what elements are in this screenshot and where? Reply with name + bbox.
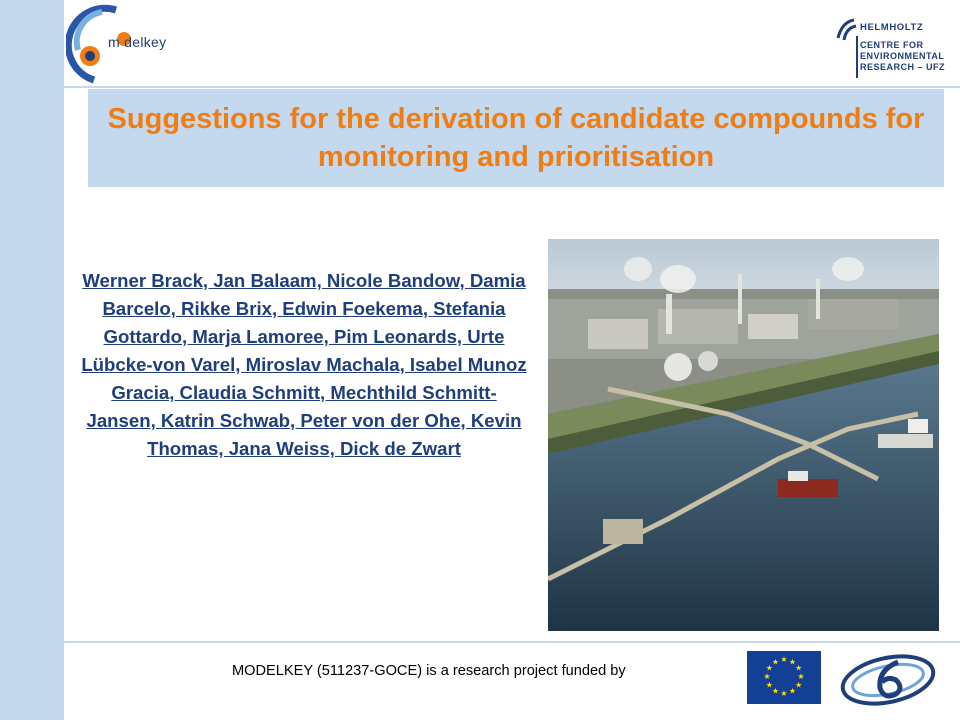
author-list-link[interactable]: Werner Brack, Jan Balaam, Nicole Bandow, Damia Barcelo, Rikke Brix, Edwin Foekema, Stefania Gottardo, Marja Lamoree, Pim Leonards, Urte Lübcke-von Varel, Miroslav Machala, Isabel Munoz Gracia, Claudia Schmitt, Mechthild Schmitt-Jansen, Katrin Schwab, Peter von der Ohe, Kevin Thomas, Jana Weiss, Dick de Zwart — [81, 270, 527, 459]
helmholtz-divider — [856, 36, 858, 78]
svg-text:★: ★ — [780, 689, 788, 698]
svg-text:★: ★ — [780, 655, 788, 664]
slide-title: Suggestions for the derivation of candidate compounds for monitoring and prioritisation — [107, 103, 925, 173]
helmholtz-line-1: CENTRE FOR — [860, 40, 924, 50]
modelkey-logo-text: m delkey — [108, 34, 167, 50]
svg-text:★: ★ — [771, 686, 780, 696]
refinery-photo-illustration — [548, 239, 939, 631]
left-decorative-band — [0, 0, 64, 720]
refinery-aerial-photo — [548, 239, 939, 631]
funding-statement: MODELKEY (511237-GOCE) is a research project funded by — [232, 663, 626, 679]
fp6-logo — [838, 650, 938, 708]
helmholtz-line-3: RESEARCH – UFZ — [860, 62, 946, 72]
modelkey-logo — [66, 4, 206, 86]
fp6-logo-icon — [838, 650, 938, 708]
eu-flag-icon — [747, 651, 821, 704]
svg-text:★: ★ — [795, 663, 803, 673]
svg-text:★: ★ — [771, 657, 780, 667]
svg-text:★: ★ — [765, 663, 773, 673]
svg-text:★: ★ — [797, 672, 805, 681]
svg-text:★: ★ — [765, 680, 773, 690]
header-divider — [64, 86, 960, 88]
svg-text:★: ★ — [795, 680, 803, 690]
footer-divider — [64, 641, 960, 643]
svg-text:★: ★ — [788, 657, 797, 667]
helmholtz-logo — [832, 18, 960, 80]
helmholtz-logo-icon — [834, 18, 858, 42]
title-banner — [88, 89, 944, 187]
helmholtz-line-2: ENVIRONMENTAL — [860, 51, 945, 61]
eu-flag — [747, 651, 821, 704]
svg-text:★: ★ — [763, 672, 771, 681]
svg-text:★: ★ — [788, 686, 797, 696]
helmholtz-name: HELMHOLTZ — [860, 22, 924, 33]
